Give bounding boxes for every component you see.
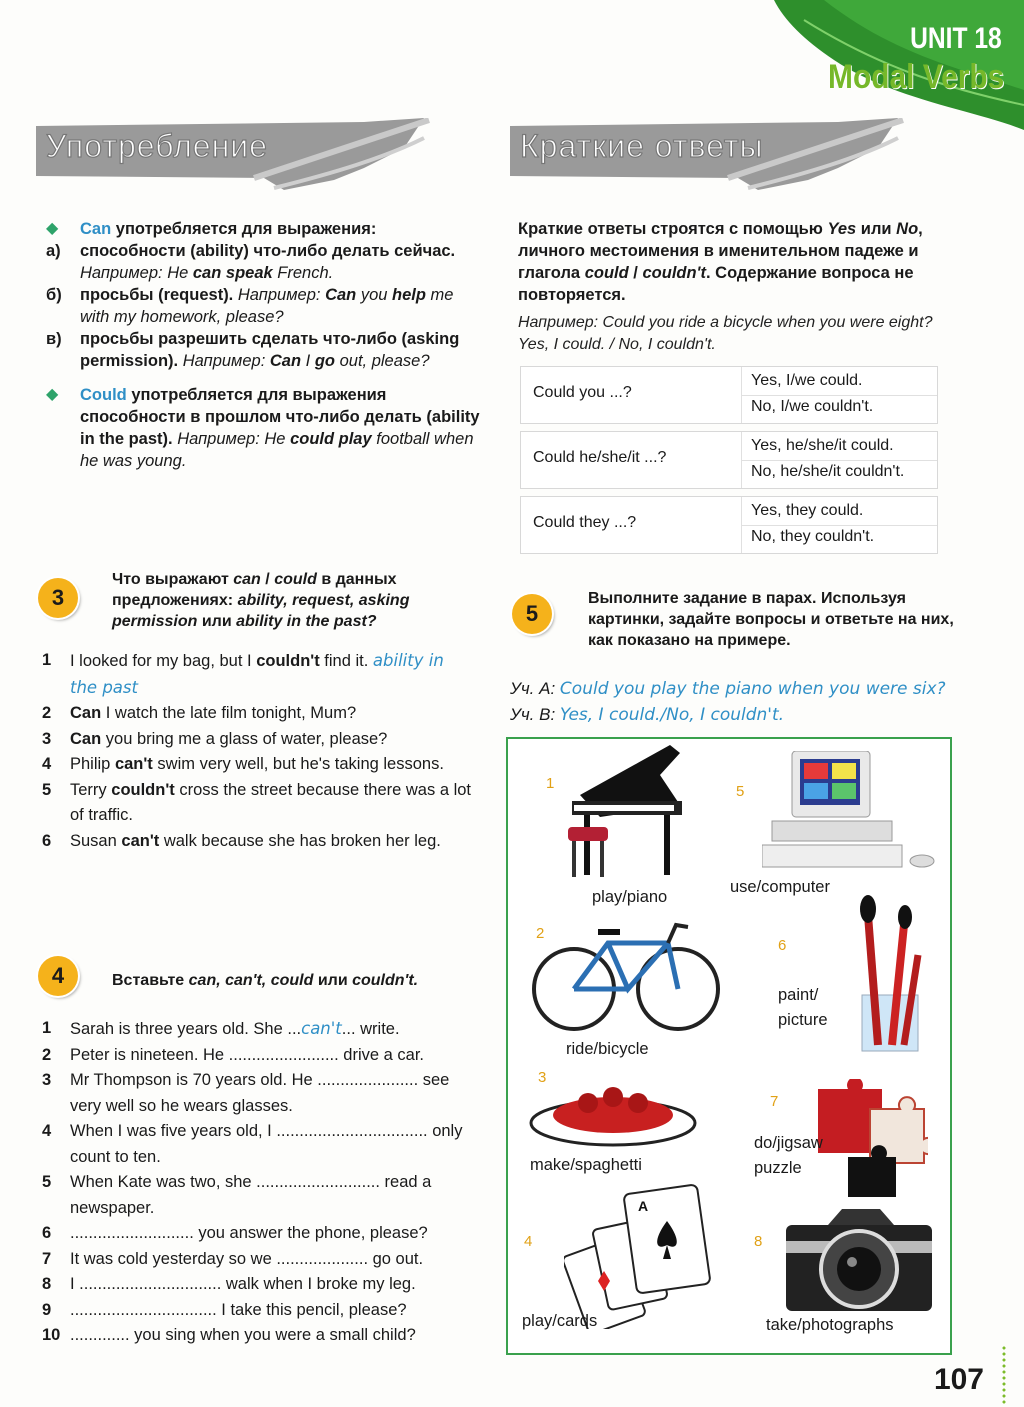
list-item bbox=[42, 1221, 472, 1247]
picture-label: play/cards bbox=[522, 1312, 598, 1330]
question-cell: Could they ...? bbox=[533, 514, 637, 531]
list-item bbox=[42, 1068, 472, 1119]
picture-number: 4 bbox=[524, 1233, 533, 1250]
instr-key: ability in the past? bbox=[236, 613, 377, 630]
picture-number: 7 bbox=[770, 1093, 779, 1110]
handwritten-answer: can't bbox=[301, 1019, 342, 1038]
rule-text: Краткие ответы строятся с помощью bbox=[518, 220, 823, 238]
list-item bbox=[42, 829, 472, 855]
short-answers-banner bbox=[508, 118, 908, 188]
paintbrush-icon bbox=[848, 895, 938, 1055]
could-intro-text: употребляется для выражения способности в прошлом что-либо делать (ability in the past). bbox=[80, 386, 480, 448]
divider bbox=[741, 460, 937, 461]
example-key: Can bbox=[325, 286, 357, 304]
rule-could: could bbox=[584, 264, 629, 282]
item-number: 2 bbox=[42, 1045, 52, 1064]
picture-number: 8 bbox=[754, 1233, 763, 1250]
item-text: Peter is nineteen. He ........................ drive a car. bbox=[70, 1045, 424, 1064]
can-intro bbox=[46, 218, 486, 240]
item-text: Philip bbox=[70, 755, 111, 773]
question-cell: Could you ...? bbox=[533, 384, 632, 401]
list-item bbox=[42, 648, 472, 701]
item-key: Can bbox=[70, 704, 102, 722]
example-label: Например: bbox=[80, 264, 163, 282]
piano-icon bbox=[560, 745, 690, 885]
item-number: 1 bbox=[42, 1019, 52, 1037]
picture-label: play/piano bbox=[592, 888, 668, 906]
example-key: go bbox=[314, 352, 336, 370]
picture-label: ride/bicycle bbox=[566, 1040, 649, 1058]
short-answer-table-2 bbox=[520, 431, 938, 489]
list-item bbox=[42, 1298, 472, 1324]
yes-cell: Yes, they could. bbox=[751, 502, 864, 519]
picture-number: 6 bbox=[778, 937, 787, 954]
usage-banner-title: Употребление bbox=[46, 128, 268, 164]
page-number: 107 bbox=[933, 1363, 984, 1396]
example-key: can speak bbox=[192, 264, 273, 282]
example-label: Например: bbox=[177, 430, 260, 448]
example-text: I bbox=[305, 352, 311, 370]
list-item bbox=[42, 1323, 472, 1349]
instr-text: в данных предложениях: bbox=[112, 571, 397, 609]
item-text: ................................ I take this pencil, please? bbox=[70, 1300, 407, 1319]
item-text: I watch the late film tonight, Mum? bbox=[105, 704, 357, 722]
rule-yes: Yes bbox=[827, 220, 857, 238]
handwritten-answer: Could you play the piano when you were six? bbox=[559, 679, 946, 699]
unit-label: UNIT 18 bbox=[910, 22, 1002, 55]
picture-label: use/computer bbox=[730, 878, 830, 896]
cards-icon bbox=[564, 1179, 714, 1329]
instr-key: ability, request, asking permission bbox=[112, 592, 410, 630]
can-intro-text: употребляется для выражения: bbox=[115, 220, 377, 238]
list-item bbox=[42, 778, 472, 829]
unit-subtitle: Modal Verbs bbox=[827, 58, 1004, 96]
rule-slash: / bbox=[633, 264, 638, 282]
yes-cell: Yes, he/she/it could. bbox=[751, 437, 894, 454]
usage-item-b bbox=[46, 284, 486, 328]
rule-no: No bbox=[896, 220, 919, 238]
item-number: 5 bbox=[42, 1173, 52, 1191]
item-number: 6 bbox=[42, 831, 52, 850]
item-text: просьбы разрешить сделать что-либо (asking permission). bbox=[80, 330, 460, 370]
item-number: 9 bbox=[42, 1300, 52, 1319]
item-text: Terry bbox=[70, 780, 107, 799]
divider bbox=[741, 525, 937, 526]
item-letter: б) bbox=[46, 286, 62, 304]
picture-number: 5 bbox=[736, 783, 745, 800]
item-text: способности (ability) что-либо делать сейчас. bbox=[80, 242, 456, 260]
spaghetti-icon bbox=[528, 1073, 698, 1153]
item-text: you bring me a glass of water, please? bbox=[105, 729, 388, 748]
example-text: you bbox=[360, 286, 388, 304]
item-number: 3 bbox=[42, 729, 52, 748]
exercise-5-dialogue bbox=[510, 676, 946, 728]
can-word: Can bbox=[80, 220, 112, 238]
computer-icon bbox=[762, 751, 942, 876]
exercise-5-number: 5 bbox=[512, 594, 552, 634]
short-answers-rule bbox=[518, 218, 948, 306]
rule-text: или bbox=[860, 220, 892, 238]
exercise-3-number: 3 bbox=[38, 578, 78, 618]
picture-label: paint/ picture bbox=[778, 986, 828, 1029]
item-number: 5 bbox=[42, 780, 52, 799]
list-item bbox=[42, 752, 472, 778]
example-text: football when he was young. bbox=[80, 430, 474, 470]
item-text: When Kate was two, she ........................... read a newspaper. bbox=[70, 1173, 432, 1217]
usage-section bbox=[46, 218, 486, 472]
item-text: просьбы (request). bbox=[80, 286, 234, 304]
example-text: me with my homework, please? bbox=[80, 286, 454, 326]
item-key: couldn't bbox=[111, 780, 175, 799]
item-text: ........................... you answer the phone, please? bbox=[70, 1224, 428, 1242]
list-item bbox=[42, 727, 472, 753]
instr-text: или bbox=[201, 613, 232, 630]
picture-label: take/photographs bbox=[766, 1316, 894, 1334]
exercise-4-items bbox=[42, 1016, 472, 1349]
diamond-bullet-icon: ◆ bbox=[46, 220, 59, 237]
usage-item-c bbox=[46, 328, 486, 372]
speaker-label: Уч. В: bbox=[510, 705, 556, 724]
item-number: 3 bbox=[42, 1071, 52, 1089]
item-text: find it. bbox=[324, 652, 369, 670]
svg-text:A: A bbox=[638, 1198, 649, 1214]
list-item bbox=[42, 1043, 472, 1069]
item-text: I looked for my bag, but I bbox=[70, 652, 252, 670]
item-text: ... write. bbox=[341, 1020, 400, 1038]
instr-key: could bbox=[274, 571, 317, 588]
item-key: couldn't bbox=[256, 652, 320, 670]
instr-text: / bbox=[265, 571, 270, 588]
short-answers-example: Например: Could you ride a bicycle when you were eight? Yes, I could. / No, I couldn't. bbox=[518, 314, 933, 353]
pictures-frame bbox=[506, 737, 952, 1355]
list-item bbox=[42, 701, 472, 727]
camera-icon bbox=[784, 1207, 934, 1313]
handwritten-answer: ability in the past bbox=[70, 651, 444, 697]
no-cell: No, I/we couldn't. bbox=[751, 398, 874, 415]
list-item bbox=[42, 1170, 472, 1221]
short-answer-table-1 bbox=[520, 366, 938, 424]
example-label: Например: bbox=[182, 352, 266, 370]
example-text: out, please? bbox=[339, 352, 430, 370]
picture-number: 3 bbox=[538, 1069, 547, 1086]
short-answer-table-3 bbox=[520, 496, 938, 554]
rule-text: . Содержание вопроса не повторяется. bbox=[518, 264, 914, 304]
item-number: 1 bbox=[42, 651, 52, 669]
item-number: 10 bbox=[42, 1326, 61, 1344]
item-number: 4 bbox=[42, 755, 52, 773]
instr-key: can bbox=[233, 571, 261, 588]
item-key: can't bbox=[114, 755, 153, 773]
page-dots-decoration bbox=[1002, 1345, 1006, 1405]
rule-text: , личного местоимения в именительном падеже и глагола bbox=[518, 220, 923, 282]
item-number: 8 bbox=[42, 1275, 52, 1293]
item-text: Mr Thompson is 70 years old. He ...................... see very well so he wears glasses. bbox=[70, 1071, 450, 1115]
item-number: 7 bbox=[42, 1249, 52, 1268]
handwritten-answer: Yes, I could./No, I couldn't. bbox=[559, 705, 785, 725]
instr-key: can, can't, could bbox=[188, 972, 314, 989]
yes-cell: Yes, I/we could. bbox=[751, 372, 863, 389]
list-item bbox=[42, 1247, 472, 1273]
usage-banner bbox=[34, 118, 434, 188]
example-key: Can bbox=[269, 352, 302, 370]
item-number: 4 bbox=[42, 1122, 52, 1140]
list-item bbox=[42, 1016, 472, 1043]
item-text: swim very well, but he's taking lessons. bbox=[157, 755, 444, 773]
example-text: He bbox=[167, 264, 189, 282]
instr-text: или bbox=[317, 972, 348, 989]
item-number: 2 bbox=[42, 704, 52, 722]
divider bbox=[741, 395, 937, 396]
instr-key: couldn't. bbox=[352, 972, 419, 989]
picture-number: 2 bbox=[536, 925, 545, 942]
item-key: Can bbox=[70, 729, 102, 748]
item-text: When I was five years old, I ................................. only count to ten. bbox=[70, 1122, 463, 1166]
example-label: Например: bbox=[237, 286, 321, 304]
item-text: Susan bbox=[70, 831, 117, 850]
bicycle-icon bbox=[528, 915, 724, 1035]
example-text: French. bbox=[277, 264, 334, 282]
instr-text: Что выражают bbox=[112, 571, 229, 588]
example-text: He bbox=[264, 430, 286, 448]
could-intro bbox=[46, 384, 486, 472]
diamond-bullet-icon: ◆ bbox=[46, 386, 59, 403]
example-key: help bbox=[392, 286, 426, 304]
picture-label: do/jigsaw puzzle bbox=[754, 1134, 823, 1177]
item-text: I ............................... walk when I broke my leg. bbox=[70, 1275, 416, 1293]
picture-number: 1 bbox=[546, 775, 555, 792]
exercise-3-instruction bbox=[112, 569, 472, 632]
could-word: Could bbox=[80, 386, 127, 404]
dialogue-line-b bbox=[510, 702, 946, 728]
list-item bbox=[42, 1119, 472, 1170]
no-cell: No, they couldn't. bbox=[751, 528, 875, 545]
item-text: It was cold yesterday so we .................... go out. bbox=[70, 1249, 424, 1268]
item-text: ............. you sing when you were a small child? bbox=[70, 1326, 416, 1344]
instr-text: Вставьте bbox=[112, 972, 185, 989]
example-key: could play bbox=[290, 430, 372, 448]
item-text: cross the street because there was a lot of traffic. bbox=[70, 780, 472, 824]
item-letter: в) bbox=[46, 330, 62, 348]
item-letter: а) bbox=[46, 242, 61, 260]
exercise-3-items bbox=[42, 648, 472, 854]
item-key: can't bbox=[121, 831, 160, 850]
item-text: walk because she has broken her leg. bbox=[163, 831, 441, 850]
picture-label: make/spaghetti bbox=[530, 1156, 642, 1174]
list-item bbox=[42, 1272, 472, 1298]
short-answers-banner-title: Краткие ответы bbox=[520, 128, 764, 164]
rule-couldnt: couldn't bbox=[642, 264, 706, 282]
speaker-label: Уч. А: bbox=[510, 679, 556, 698]
exercise-4-number: 4 bbox=[38, 956, 78, 996]
dialogue-line-a bbox=[510, 676, 946, 702]
exercise-4-instruction bbox=[112, 970, 482, 991]
usage-item-a bbox=[46, 240, 486, 284]
no-cell: No, he/she/it couldn't. bbox=[751, 463, 905, 480]
item-text: Sarah is three years old. She ... bbox=[70, 1020, 302, 1038]
item-number: 6 bbox=[42, 1224, 52, 1242]
question-cell: Could he/she/it ...? bbox=[533, 449, 667, 466]
exercise-5-instruction: Выполните задание в парах. Используя картинки, задайте вопросы и ответьте на них, как показано на примере. bbox=[588, 590, 954, 649]
